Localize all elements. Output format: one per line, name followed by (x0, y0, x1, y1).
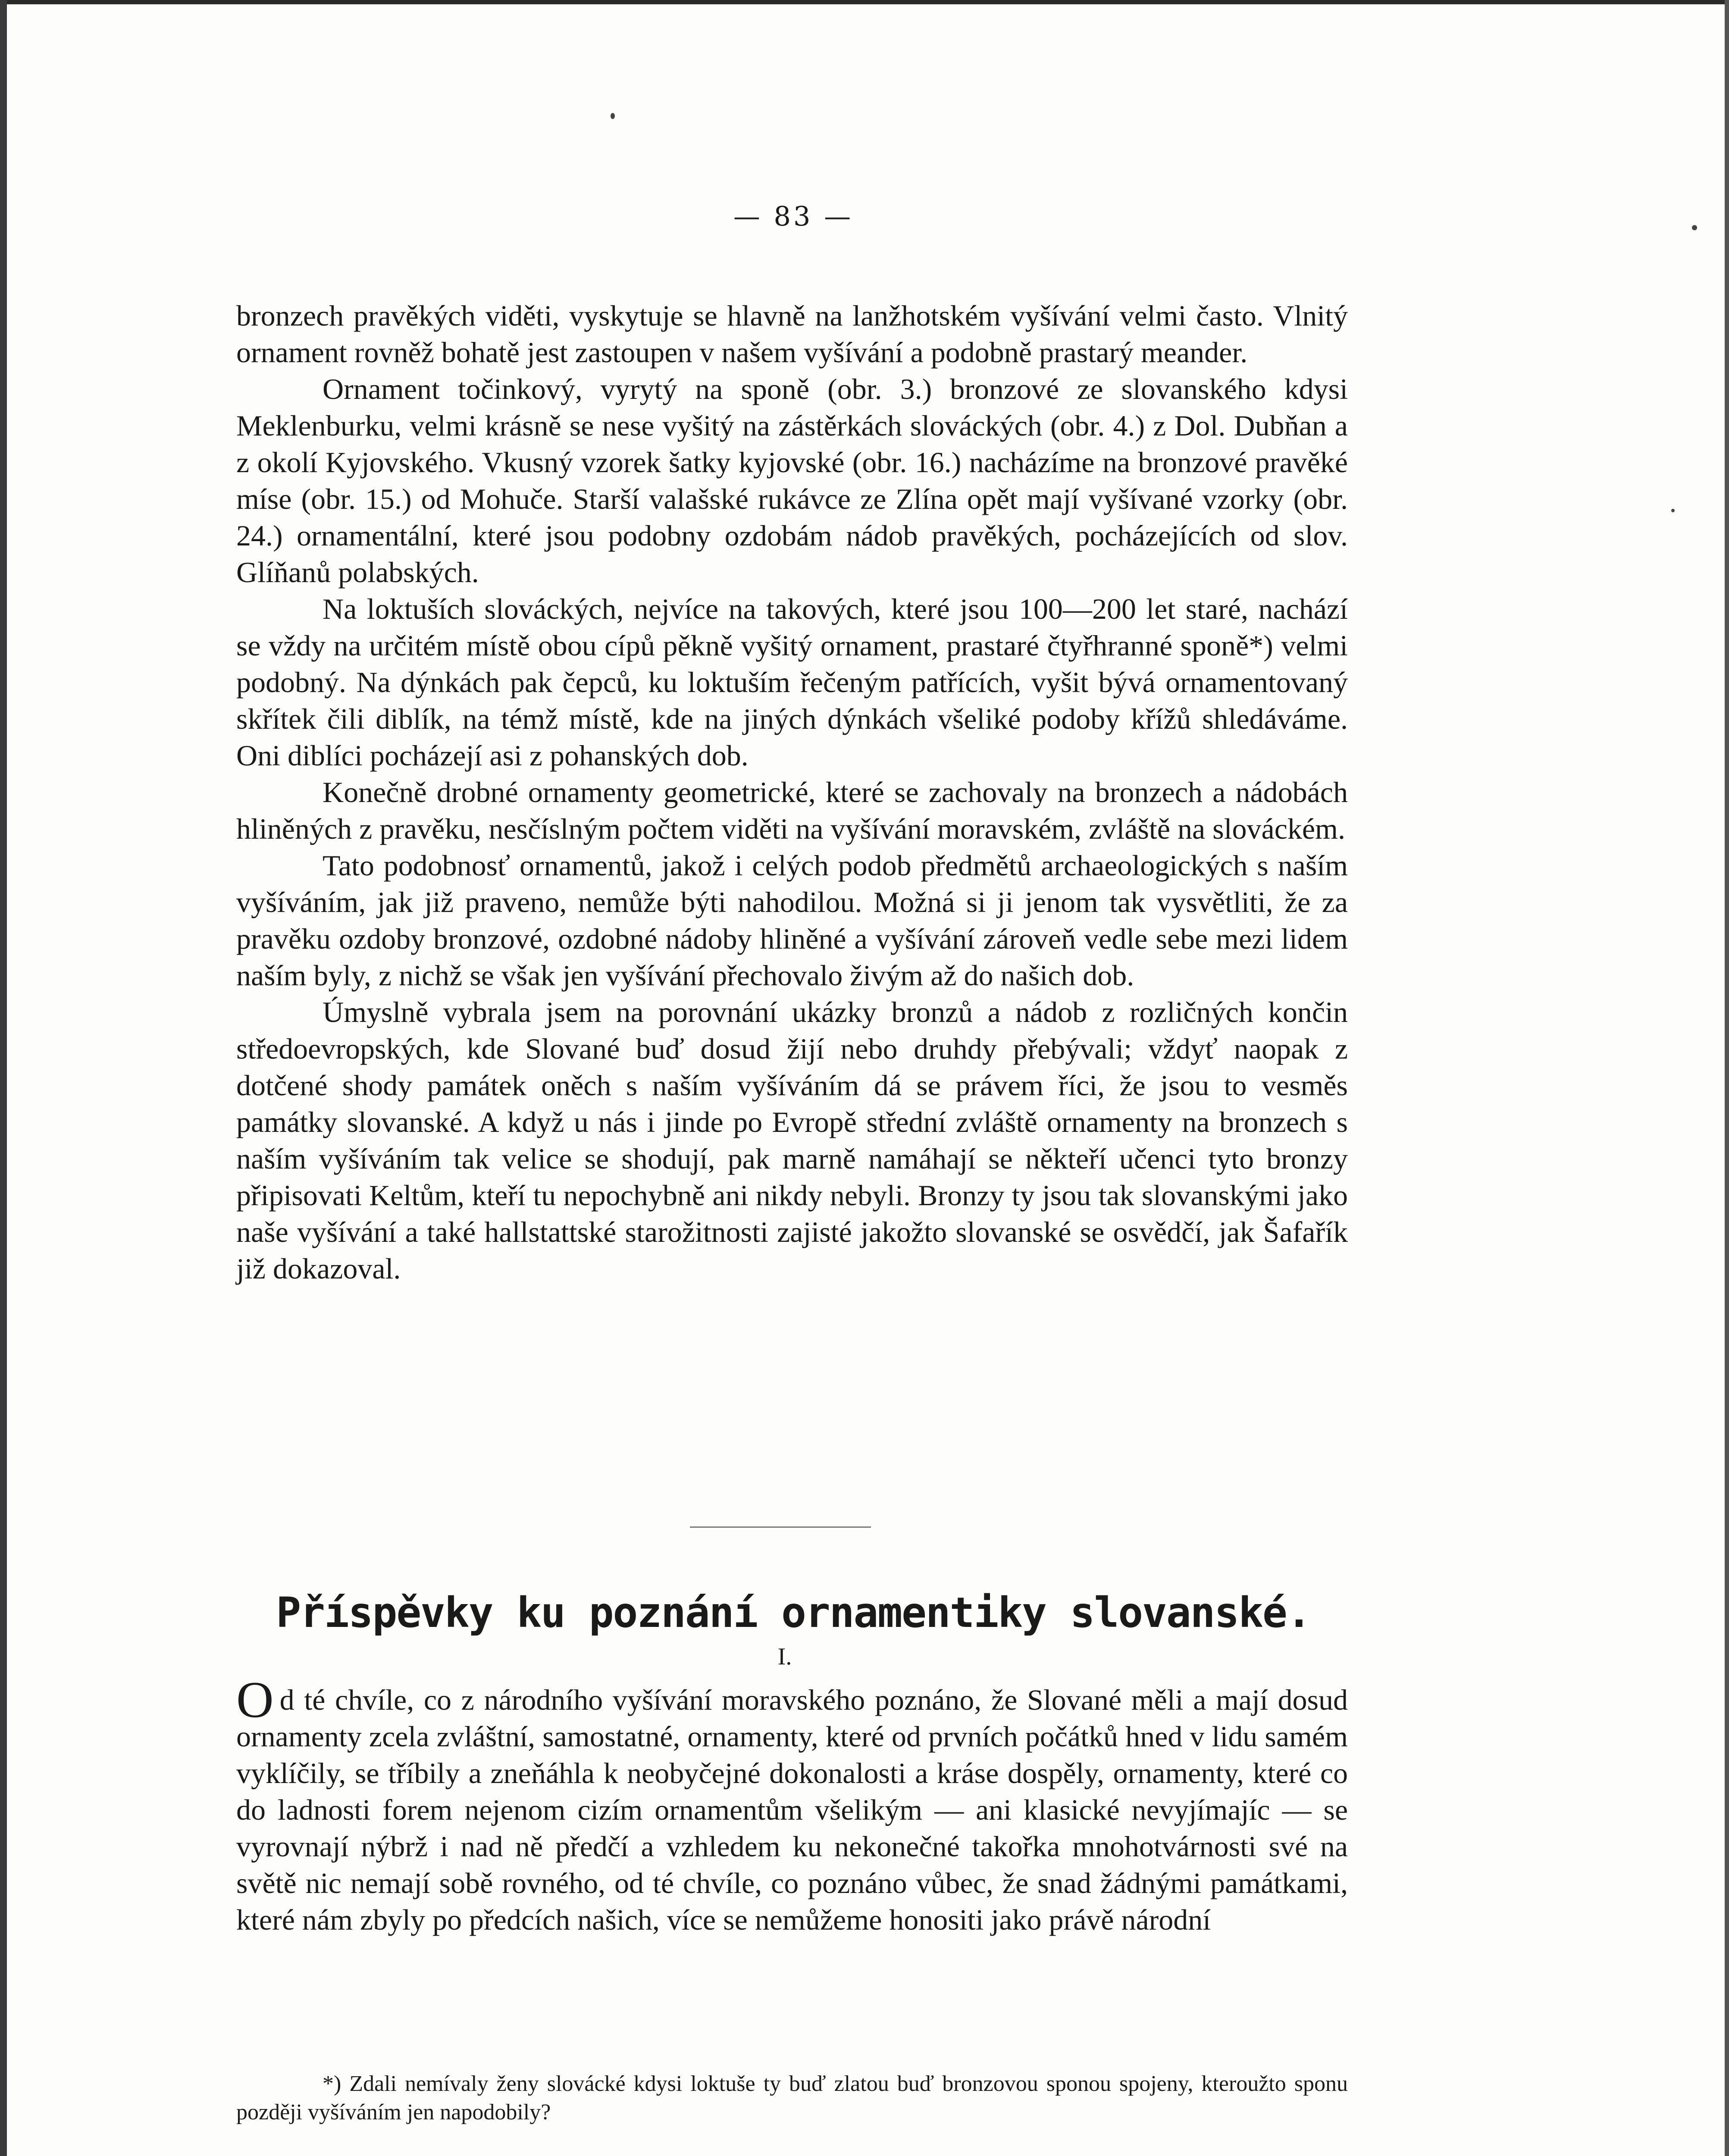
body-text-top (236, 298, 1348, 1287)
scan-edge-right (1725, 0, 1729, 2156)
paragraph: Na loktuších slováckých, nejvíce na takových, které jsou 100—200 let staré, nachází se vždy na určitém místě obou cípů pěkně vyšitý ornament, prastaré čtyřhranné sponě*) velmi podobný. Na dýnkách pak čepců, ku loktuším řečeným patřících, vyšit bývá ornamentovaný skřítek čili diblík, na témž místě, kde na jiných dýnkách všeliké podoby křížů shledáváme. Oni diblíci pocházejí asi z pohanských dob. (236, 592, 1348, 772)
footnote: *) Zdali nemívaly ženy slovácké kdysi loktuše ty buď zlatou buď bronzovou sponou spojeny, kteroužto sponu později vyšíváním jen napodobily? (236, 2071, 1348, 2125)
article-first-paragraph (236, 1671, 1348, 1938)
section-numeral: I. (777, 1643, 792, 1670)
paragraph: Úmyslně vybrala jsem na porovnání ukázky bronzů a nádob z rozličných končin středoevropských, kde Slované buď dosud žijí nebo druhdy přebývali; vždyť naopak z dotčené shody památek oněch s naším vyšíváním dá se právem říci, že jsou to vesměs památky slovanské. A když u nás i jinde po Evropě střední zvláště ornamenty na bronzech s naším vyšíváním tak velice se shodují, pak marně namáhají se někteří učenci tyto bronzy připisovati Keltům, kteří tu nepochybně ani nikdy nebyli. Bronzy ty jsou tak slovanskými jako naše vyšívání a také hallstattské starožitnosti zajisté jakožto slovanské se osvědčí, jak Šafařík již dokazoval. (236, 996, 1348, 1285)
body-text-article (236, 1671, 1348, 1938)
scan-edge-top (0, 0, 1729, 4)
paragraph-text: d té chvíle, co z národního vyšívání moravského poznáno, že Slované měli a mají dosud ornamenty zcela zvláštní, samostatné, ornamenty, které od prvních počátků hned v lidu samém vyklíčily, se tříbily a zneňáhla k neobyčejné dokonalosti a kráse dospěly, ornamenty, které co do ladnosti forem nejenom cizím ornamentům všelikým — ani klasické nevyjímajíc — se vyrovnají nýbrž i nad ně předčí a vzhledem ku nekonečné takořka mnohotvárnosti své na světě nic nemají sobě rovného, od té chvíle, co poznáno vůbec, že snad žádnými památkami, které nám zbyly po předcích našich, více se nemůžeme honositi jako právě národní (236, 1683, 1348, 1936)
page-number: — 83 — (733, 201, 854, 232)
paragraph: Ornament točinkový, vyrytý na sponě (obr. 3.) bronzové ze slovanského kdysi Meklenburku, velmi krásně se nese vyšitý na zástěrkách slováckých (obr. 4.) z Dol. Dubňan a z okolí Kyjovského. Vkusný vzorek šatky kyjovské (obr. 16.) nacházíme na bronzové pravěké míse (obr. 15.) od Mohuče. Starší valašské rukávce ze Zlína opět mají vyšívané vzorky (obr. 24.) ornamentální, které jsou podobny ozdobám nádob pravěkých, pocházejících od slov. Glíňanů polabských. (236, 373, 1348, 589)
paragraph: Konečně drobné ornamenty geometrické, které se zachovaly na bronzech a nádobách hliněných z pravěku, nesčíslným počtem viděti na vyšívání moravském, zvláště na slováckém. (236, 776, 1348, 845)
article-heading: Příspěvky ku poznání ornamentiky slovanské. (276, 1589, 1311, 1637)
drop-cap: O (236, 1671, 274, 1728)
section-separator-rule (690, 1526, 871, 1528)
dust-speck (1692, 225, 1697, 230)
dust-speck (611, 113, 615, 119)
scan-edge-left (0, 0, 7, 2156)
dust-speck (1671, 509, 1675, 512)
paragraph: bronzech pravěkých viděti, vyskytuje se hlavně na lanžhotském vyšívání velmi často. Vlnitý ornament rovněž bohatě jest zastoupen v našem vyšívání a podobně prastarý meander. (236, 299, 1348, 369)
paragraph: Tato podobnosť ornamentů, jakož i celých podob předmětů archaeologických s naším vyšíváním, jak již praveno, nemůže býti nahodilou. Možná si ji jenom tak vysvětliti, že za pravěku ozdoby bronzové, ozdobné nádoby hliněné a vyšívání zároveň vedle sebe mezi lidem naším byly, z nichž se však jen vyšívání přechovalo živým až do našich dob. (236, 849, 1348, 992)
